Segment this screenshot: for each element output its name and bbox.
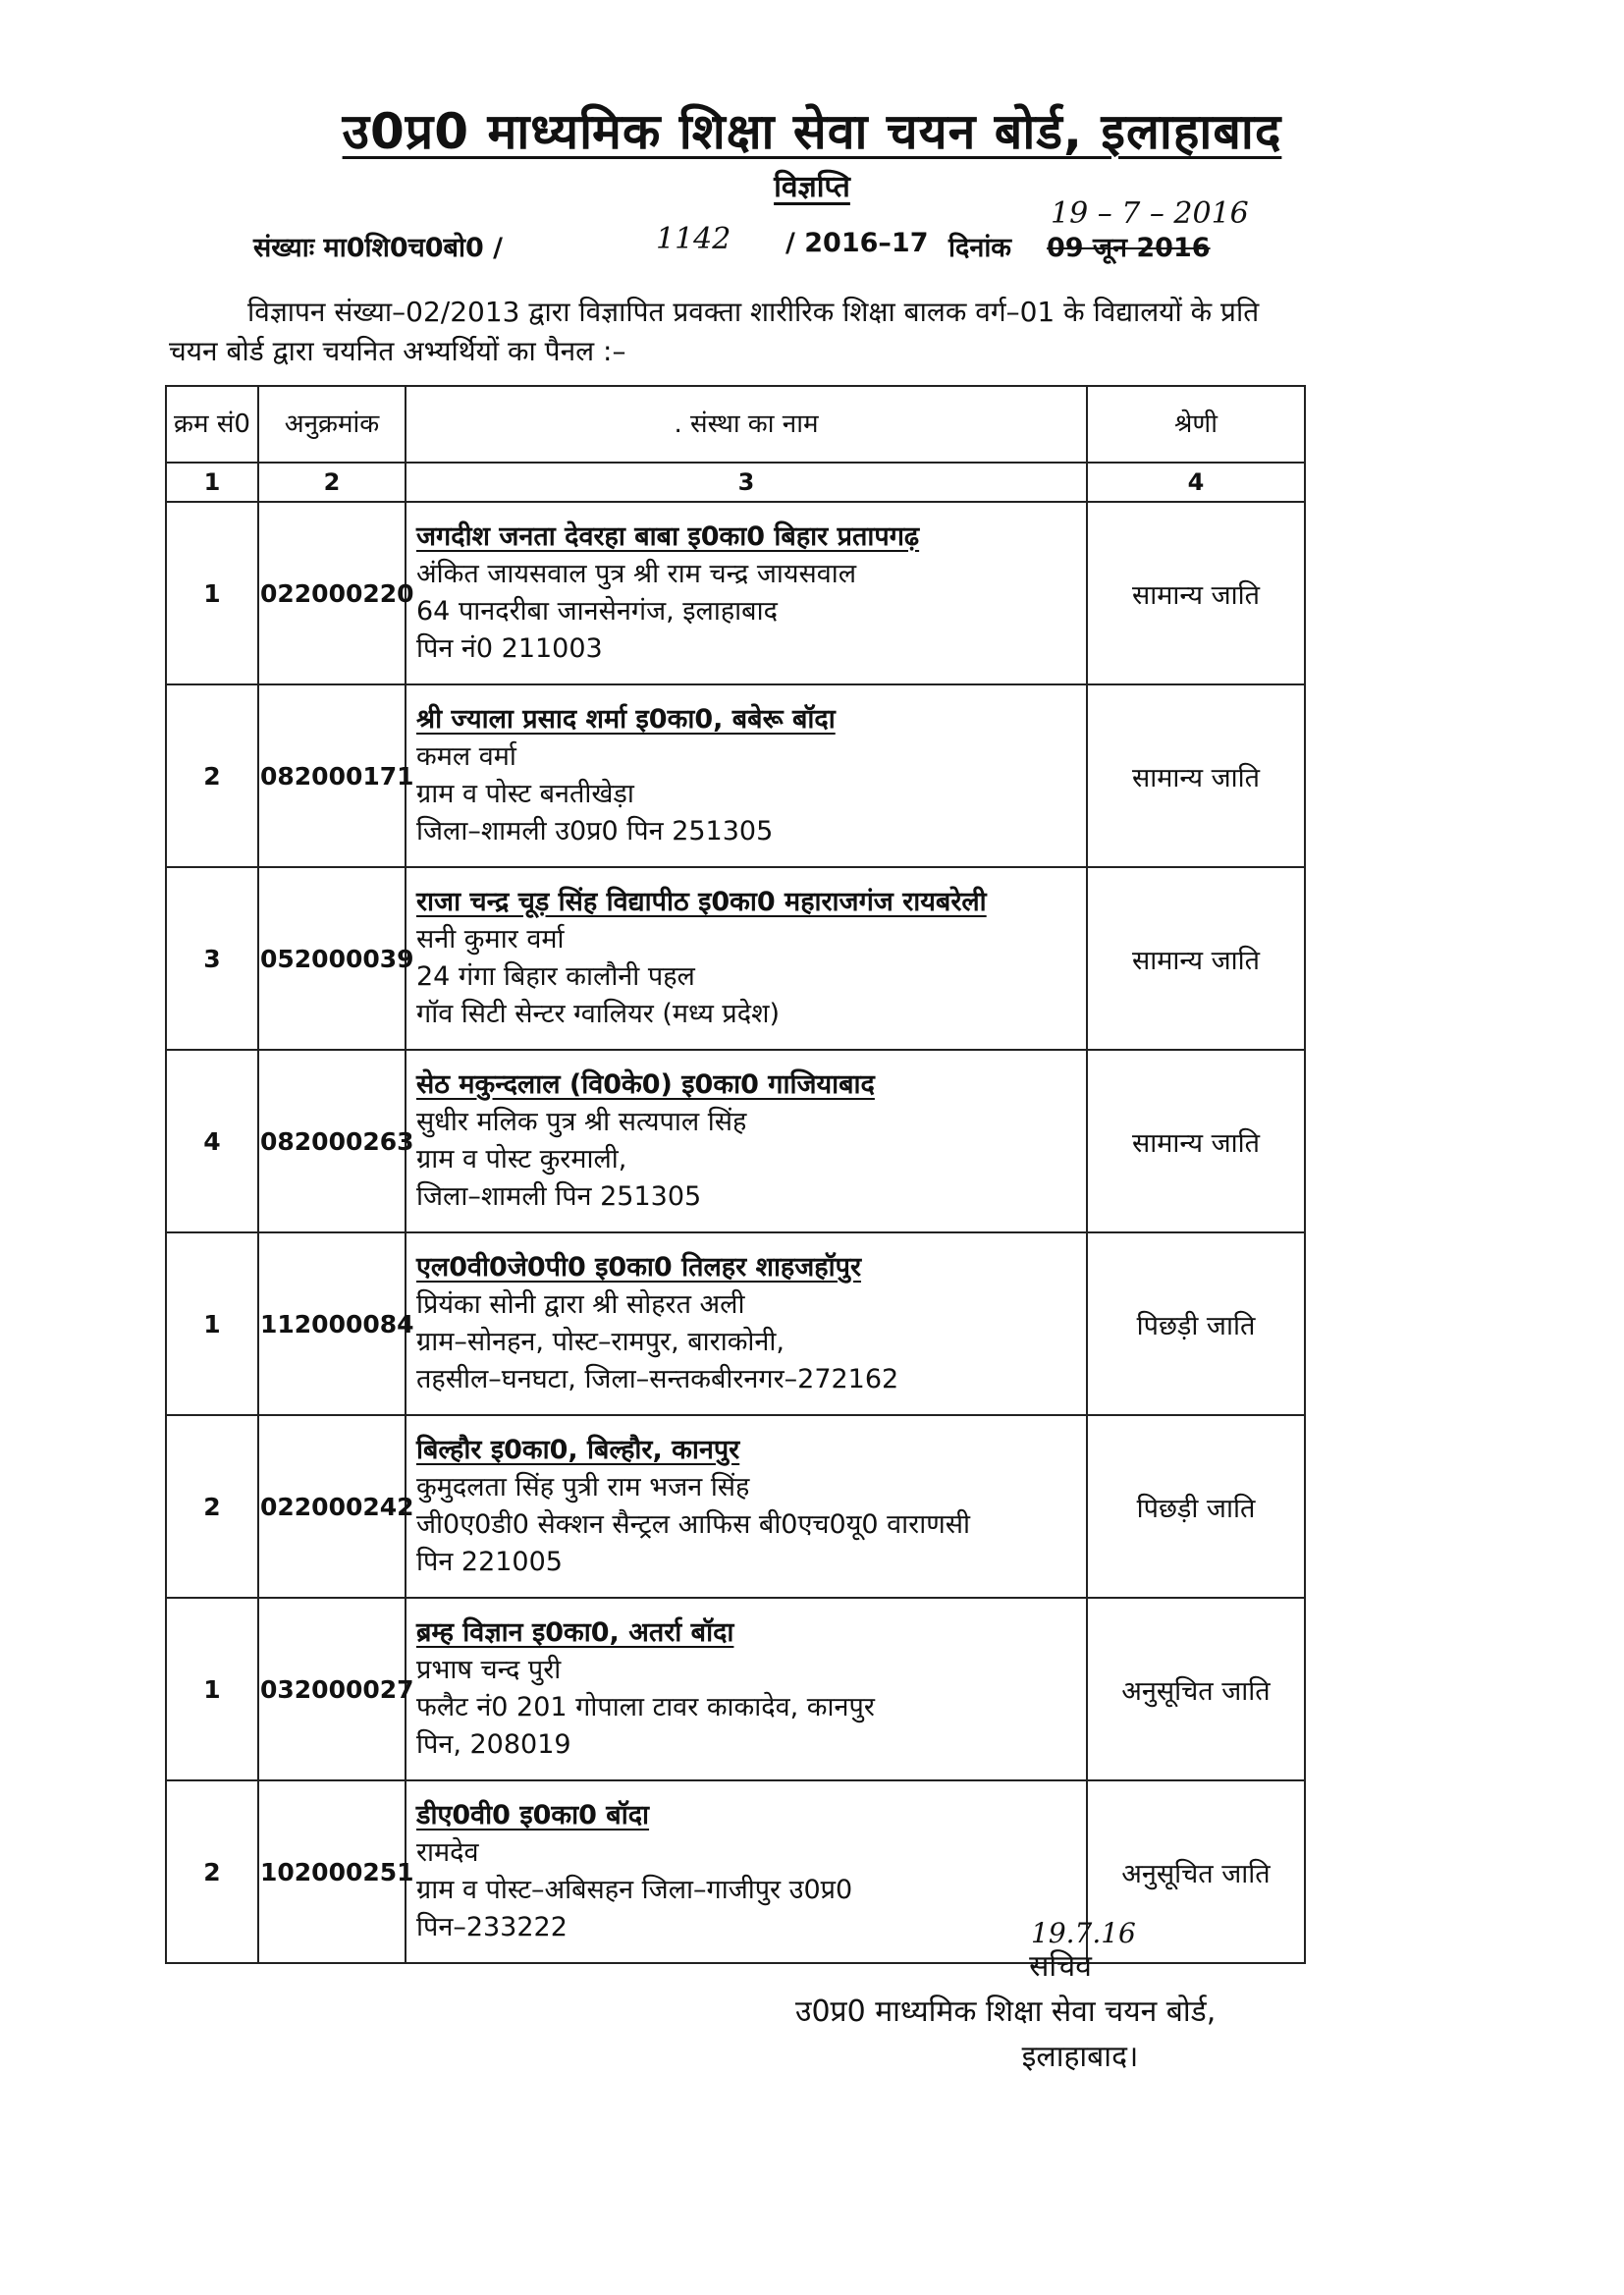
address-line: पिन नं0 211003 [416,633,603,664]
reference-number: 1142 [656,222,731,256]
institution-name: जगदीश जनता देवरहा बाबा इ0का0 बिहार प्रतापगढ़ [416,521,920,552]
institution-cell [406,1050,1087,1232]
handwritten-date: 19 – 7 – 2016 [1051,196,1249,231]
selection-panel-table [165,385,1306,1964]
address-line: कमल वर्मा [416,741,516,772]
category-cell: सामान्य जाति [1087,684,1305,867]
signature-block [776,1917,1345,2080]
institution-cell [406,1780,1087,1963]
header-serial: क्रम सं0 [166,386,258,463]
roll-number-cell: 052000039 [258,867,406,1050]
institution-name: ब्रम्ह विज्ञान इ0का0, अतर्रा बॉदा [416,1617,734,1648]
serial-cell: 3 [166,867,258,1050]
header-institution: . संस्था का नाम [406,386,1087,463]
category-cell: सामान्य जाति [1087,502,1305,684]
institution-name: डीए0वी0 इ0का0 बॉदा [416,1800,650,1831]
column-number: 4 [1087,463,1305,502]
institution-cell [406,1232,1087,1415]
institution-cell [406,867,1087,1050]
institution-cell [406,1598,1087,1780]
address-line: ग्राम व पोस्ट कुरमाली, [416,1144,627,1175]
institution-name: सेठ मकुन्दलाल (वि0के0) इ0का0 गाजियाबाद [416,1069,875,1100]
category-cell: सामान्य जाति [1087,1050,1305,1232]
institution-name: बिल्हौर इ0का0, बिल्हौर, कानपुर [416,1435,740,1465]
serial-cell: 1 [166,502,258,684]
address-line: 24 गंगा बिहार कालौनी पहल [416,961,695,992]
signature-initials: 19.7.16 [1031,1917,1136,1949]
board-title: उ0प्र0 माध्यमिक शिक्षा सेवा चयन बोर्ड, इलाहाबाद [342,103,1282,160]
serial-cell: 1 [166,1232,258,1415]
address-line: अंकित जायसवाल पुत्र श्री राम चन्द्र जायसवाल [416,559,857,589]
roll-number-cell: 082000263 [258,1050,406,1232]
table-row [166,1415,1305,1598]
institution-cell [406,502,1087,684]
serial-cell: 2 [166,1415,258,1598]
notification-heading: विज्ञप्ति [774,170,850,204]
address-line: जी0ए0डी0 सेक्शन सैन्ट्रल आफिस बी0एच0यू0 वाराणसी [416,1509,970,1540]
intro-text: विज्ञापन संख्या–02/2013 द्वारा विज्ञापित प्रवक्ता शारीरिक शिक्षा बालक वर्ग–01 के विद्यालयों के प्रति चयन बोर्ड द्वारा चयनित अभ्यर्थियों का पैनल :– [169,296,1260,367]
header-category: श्रेणी [1087,386,1305,463]
address-line: जिला–शामली उ0प्र0 पिन 251305 [416,816,774,847]
struck-date: 09 जून 2016 [1047,233,1211,263]
address-line: फलैट नं0 201 गोपाला टावर काकादेव, कानपुर [416,1692,875,1722]
address-line: 64 पानदरीबा जानसेनगंज, इलाहाबाद [416,596,778,627]
institution-name: एल0वी0जे0पी0 इ0का0 तिलहर शाहजहॉपुर [416,1252,862,1283]
serial-cell: 1 [166,1598,258,1780]
table-row [166,1232,1305,1415]
roll-number-cell: 082000171 [258,684,406,867]
column-number: 1 [166,463,258,502]
table-header-row [166,386,1305,463]
roll-number-cell: 022000242 [258,1415,406,1598]
table-row [166,1050,1305,1232]
table-row [166,867,1305,1050]
address-line: कुमुदलता सिंह पुत्री राम भजन सिंह [416,1472,750,1503]
institution-cell [406,1415,1087,1598]
address-line: सनी कुमार वर्मा [416,924,565,955]
intro-paragraph [169,293,1308,371]
column-number: 3 [406,463,1087,502]
address-line: रामदेव [416,1837,479,1868]
signatory-organization: उ0प्र0 माध्यमिक शिक्षा सेवा चयन बोर्ड, [795,1994,1217,2029]
address-line: ग्राम व पोस्ट–अबिसहन जिला–गाजीपुर उ0प्र0 [416,1875,853,1905]
category-cell: पिछड़ी जाति [1087,1232,1305,1415]
category-cell: पिछड़ी जाति [1087,1415,1305,1598]
roll-number-cell: 102000251 [258,1780,406,1963]
signatory-city: इलाहाबाद। [1021,2040,1139,2074]
serial-cell: 2 [166,684,258,867]
address-line: गॉव सिटी सेन्टर ग्वालियर (मध्य प्रदेश) [416,999,781,1029]
address-line: ग्राम व पोस्ट बनतीखेड़ा [416,779,634,809]
date-label: दिनांक [948,233,1012,263]
institution-name: श्री ज्याला प्रसाद शर्मा इ0का0, बबेरू बॉदा [416,704,836,735]
address-line: तहसील–घनघटा, जिला–सन्तकबीरनगर–272162 [416,1364,899,1394]
address-line: पिन, 208019 [416,1729,571,1760]
table-row [166,502,1305,684]
address-line: पिन 221005 [416,1547,563,1577]
category-cell: सामान्य जाति [1087,867,1305,1050]
table-row [166,1598,1305,1780]
institution-cell [406,684,1087,867]
address-line: ग्राम–सोनहन, पोस्ट–रामपुर, बाराकोनी, [416,1327,785,1357]
address-line: प्रभाष चन्द पुरी [416,1655,562,1685]
reference-label: संख्याः मा0शि0च0बो0 / [253,233,504,263]
institution-name: राजा चन्द्र चूड़ सिंह विद्यापीठ इ0का0 महाराजगंज रायबरेली [416,887,987,917]
category-cell: अनुसूचित जाति [1087,1598,1305,1780]
signatory-designation: सचिव [1029,1949,1092,1984]
roll-number-cell: 032000027 [258,1598,406,1780]
address-line: जिला–शामली पिन 251305 [416,1181,702,1212]
address-line: सुधीर मलिक पुत्र श्री सत्यपाल सिंह [416,1107,747,1137]
serial-cell: 2 [166,1780,258,1963]
roll-number-cell: 022000220 [258,502,406,684]
column-number-row [166,463,1305,502]
header-roll: अनुक्रमांक [258,386,406,463]
address-line: पिन–233222 [416,1912,568,1942]
roll-number-cell: 112000084 [258,1232,406,1415]
column-number: 2 [258,463,406,502]
reference-year: / 2016–17 [785,228,929,258]
table-row [166,684,1305,867]
serial-cell: 4 [166,1050,258,1232]
category-cell: अनुसूचित जाति [1087,1780,1305,1963]
address-line: प्रियंका सोनी द्वारा श्री सोहरत अली [416,1289,745,1320]
